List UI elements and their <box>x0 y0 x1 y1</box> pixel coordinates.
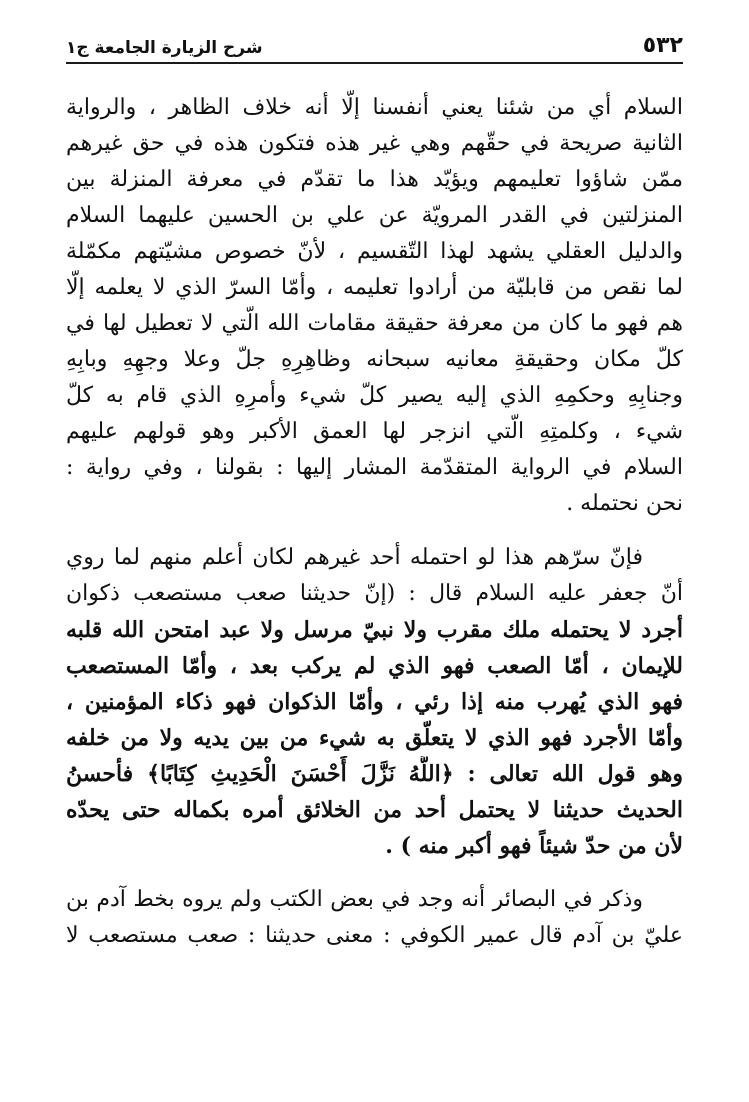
text-line: فإنّ سرّهم هذا لو احتمله أحد غيرهم لكان أعلم منهم لما روي <box>66 545 643 570</box>
paragraph-gap <box>66 864 683 882</box>
paragraph-gap <box>66 522 683 540</box>
paragraph-2 <box>66 540 683 864</box>
quoted-hadith-line: الحديث حديثنا لا يحتمل أحد من الخلائق أمره بكماله حتى يحدّه <box>66 797 683 823</box>
body-text <box>66 90 683 954</box>
quoted-hadith-line: لأن من حدّ شيئاً فهو أكبر منه ) . <box>385 833 683 859</box>
quoted-hadith-line: وهو قول الله تعالى : ﴿اللَّهُ نَزَّلَ أَحْسَنَ الْحَدِيثِ كِتَابًا﴾ فأحسنُ <box>66 761 683 787</box>
text-line: عليّ بن آدم قال عمير الكوفي : معنى حديثنا : صعب مستصعب لا <box>66 923 683 948</box>
quoted-hadith-line: أجرد لا يحتمله ملك مقرب ولا نبيّ مرسل ولا عبد امتحن الله قلبه <box>66 617 683 643</box>
quoted-hadith-line: وأمّا الأجرد فهو الذي لا يتعلّق به شيء من بين يديه ولا من خلفه <box>66 725 683 751</box>
quoted-hadith-line: للإيمان ، أمّا الصعب فهو الذي لم يركب بعد ، وأمّا المستصعب <box>66 653 683 679</box>
running-title: شرح الزيارة الجامعة ج١ <box>66 38 263 58</box>
text-line: لما نقص من قابليّة من أرادوا تعليمه ، وأمّا السرّ الذي لا يعلمه إلّا <box>66 275 683 300</box>
text-line: شيء ، وكلمتِهِ الّتي انزجر لها العمق الأكبر وهو قولهم عليهم <box>66 419 683 444</box>
text-line: المنزلتين في القدر المرويّة عن علي بن الحسين عليهما السلام <box>66 203 683 228</box>
paragraph-1 <box>66 90 683 522</box>
text-line: السلام في الرواية المتقدّمة المشار إليها : بقولنا ، وفي رواية : <box>66 455 683 480</box>
header-rule <box>66 62 683 64</box>
text-line: ممّن شاؤوا تعليمهم ويؤيّد هذا ما تقدّم في معرفة المنزلة بين <box>66 167 683 192</box>
text-line: والدليل العقلي يشهد لهذا التّقسيم ، لأنّ خصوص مشيّتهم مكمّلة <box>66 239 683 264</box>
text-line: أنّ جعفر عليه السلام قال : (إنّ حديثنا صعب مستصعب ذكوان <box>66 581 683 606</box>
text-line: الثانية صريحة في حقّهم وهي غير هذه فتكون هذه في حق غيرهم <box>66 131 683 156</box>
text-line: السلام أي من شئنا يعني أنفسنا إلّا أنه خلاف الظاهر ، والرواية <box>66 95 683 120</box>
page-number: ٥٣٢ <box>642 33 683 58</box>
quoted-hadith-line: فهو الذي يُهرب منه إذا رئي ، وأمّا الذكوان فهو ذكاء المؤمنين ، <box>66 689 683 715</box>
text-line: وجنابِهِ وحكمِهِ الذي إليه يصير كلّ شيء وأمرِهِ الذي قام به كلّ <box>66 383 683 408</box>
text-line: نحن نحتمله . <box>566 491 683 516</box>
paragraph-3 <box>66 882 683 954</box>
text-line: وذكر في البصائر أنه وجد في بعض الكتب ولم يروه بخط آدم بن <box>66 887 643 912</box>
text-line: كلّ مكان وحقيقةِ معانيه سبحانه وظاهِرِهِ جلّ وعلا وجهِهِ وبابِهِ <box>66 347 683 372</box>
page-header <box>66 28 683 58</box>
text-line: هم فهو ما كان من معرفة حقيقة مقامات الله الّتي لا تعطيل لها في <box>66 311 683 336</box>
